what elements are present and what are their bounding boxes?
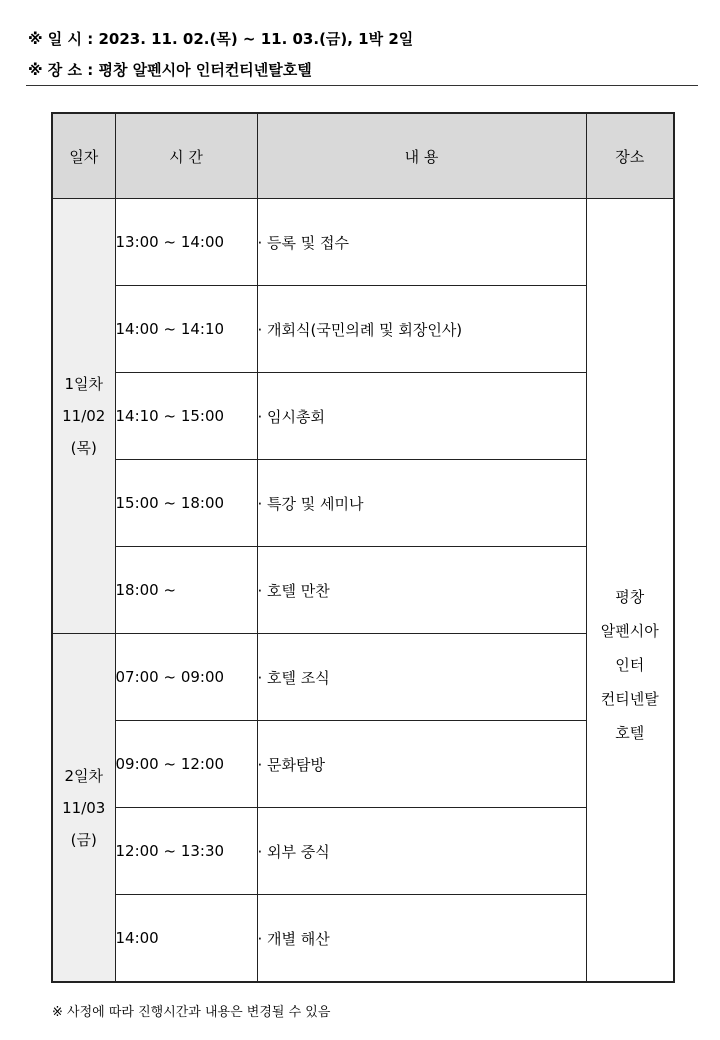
day-2-date: 11/03 — [62, 798, 106, 817]
table-row — [52, 547, 674, 634]
table-row — [52, 199, 674, 286]
table-header-row — [52, 113, 674, 199]
day-2-label: 2일차 — [64, 766, 104, 785]
column-header-place: 장소 — [586, 113, 674, 199]
day-1-date: 11/02 — [62, 407, 106, 425]
content-cell: · 임시총회 — [257, 373, 586, 460]
day-1-label: 1일차 — [64, 375, 104, 393]
time-cell: 09:00 ~ 12:00 — [115, 721, 257, 808]
event-date-line: ※ 일 시 : 2023. 11. 02.(목) ~ 11. 03.(금), 1박 2일 — [28, 30, 414, 48]
day-2-cell — [52, 634, 115, 983]
time-cell: 15:00 ~ 18:00 — [115, 460, 257, 547]
place-line-3: 인터 — [615, 656, 645, 674]
table-row — [52, 808, 674, 895]
event-place-line: ※ 장 소 : 평창 알펜시아 인터컨티넨탈호텔 — [28, 61, 312, 79]
header-divider — [26, 85, 698, 86]
day-2-weekday: (금) — [70, 830, 97, 849]
table-row — [52, 634, 674, 721]
time-cell: 14:00 ~ 14:10 — [115, 286, 257, 373]
content-cell: · 등록 및 접수 — [257, 199, 586, 286]
place-line-1: 평창 — [615, 588, 645, 606]
schedule-footnote: ※ 사정에 따라 진행시간과 내용은 변경될 수 있음 — [52, 1005, 331, 1020]
content-cell: · 호텔 조식 — [257, 634, 586, 721]
place-line-2: 알펜시아 — [600, 622, 659, 640]
column-header-day: 일자 — [52, 113, 115, 199]
place-line-4: 컨티넨탈 — [600, 690, 659, 708]
day-1-weekday: (목) — [70, 439, 97, 457]
table-row — [52, 721, 674, 808]
table-row — [52, 895, 674, 983]
day-1-cell — [52, 199, 115, 634]
content-cell: · 특강 및 세미나 — [257, 460, 586, 547]
time-cell: 14:10 ~ 15:00 — [115, 373, 257, 460]
time-cell: 14:00 — [115, 895, 257, 983]
place-cell — [586, 199, 674, 983]
time-cell: 07:00 ~ 09:00 — [115, 634, 257, 721]
content-cell: · 호텔 만찬 — [257, 547, 586, 634]
table-row — [52, 460, 674, 547]
content-cell: · 개회식(국민의례 및 회장인사) — [257, 286, 586, 373]
content-cell: · 외부 중식 — [257, 808, 586, 895]
table-row — [52, 373, 674, 460]
time-cell: 18:00 ~ — [115, 547, 257, 634]
place-line-5: 호텔 — [615, 724, 645, 742]
column-header-content: 내 용 — [257, 113, 586, 199]
schedule-table — [51, 112, 675, 983]
content-cell: · 문화탐방 — [257, 721, 586, 808]
content-cell: · 개별 해산 — [257, 895, 586, 983]
time-cell: 13:00 ~ 14:00 — [115, 199, 257, 286]
time-cell: 12:00 ~ 13:30 — [115, 808, 257, 895]
column-header-time: 시 간 — [115, 113, 257, 199]
table-row — [52, 286, 674, 373]
